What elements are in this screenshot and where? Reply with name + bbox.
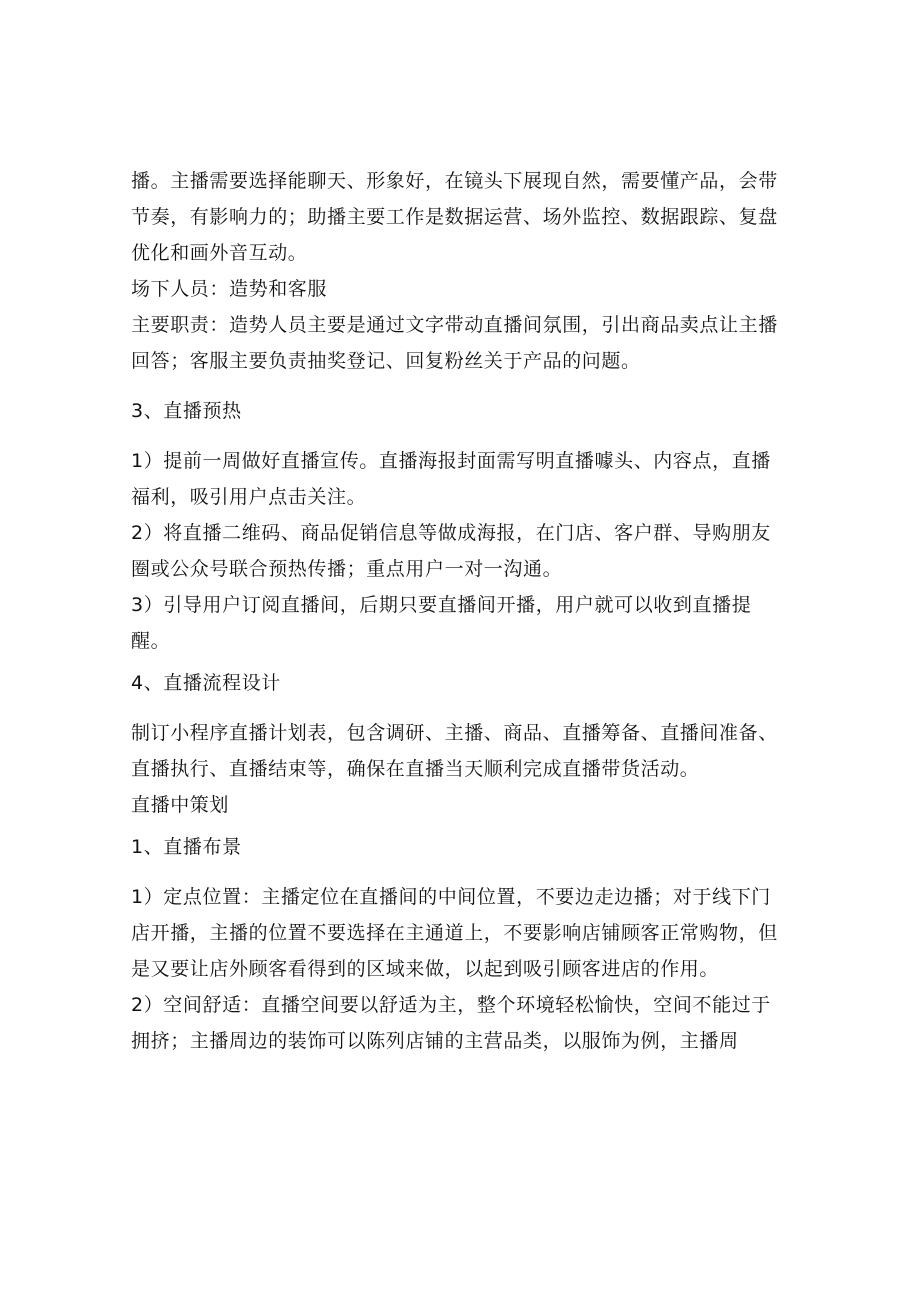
heading-process-design: 4、直播流程设计 xyxy=(131,672,281,694)
paragraph-host-roles: 播。主播需要选择能聊天、形象好，在镜头下展现自然，需要懂产品，会带节奏，有影响力的；助播主要工作是数据运营、场外监控、数据跟踪、复盘优化和画外音互动。 xyxy=(131,170,778,264)
heading-preheat: 3、直播预热 xyxy=(131,400,242,422)
paragraph-main-duties: 主要职责：造势人员主要是通过文字带动直播间氛围，引出商品卖点让主播回答；客服主要负责抽奖登记、回复粉丝关于产品的问题。 xyxy=(131,314,778,372)
paragraph-plan: 制订小程序直播计划表，包含调研、主播、商品、直播筹备、直播间准备、直播执行、直播结束等，确保在直播当天顺利完成直播带货活动。 xyxy=(131,722,778,780)
paragraph-offstage-staff: 场下人员：造势和客服 xyxy=(131,278,328,300)
paragraph-comfortable-space: 2）空间舒适：直播空间要以舒适为主，整个环境轻松愉快，空间不能过于拥挤；主播周边的装饰可以陈列店铺的主营品类，以服饰为例，主播周 xyxy=(131,994,771,1052)
paragraph-fixed-position: 1）定点位置：主播定位在直播间的中间位置，不要边走边播；对于线下门店开播，主播的位置不要选择在主通道上，不要影响店铺顾客正常购物，但是又要让店外顾客看得到的区域来做，以起到吸引顾客进店的作用。 xyxy=(131,886,778,980)
document-page xyxy=(131,163,781,1059)
paragraph-preheat-1: 1）提前一周做好直播宣传。直播海报封面需写明直播噱头、内容点，直播福利，吸引用户点击关注。 xyxy=(131,450,771,508)
paragraph-preheat-3: 3）引导用户订阅直播间，后期只要直播间开播，用户就可以收到直播提醒。 xyxy=(131,594,752,652)
paragraph-during-live: 直播中策划 xyxy=(131,794,230,816)
heading-set-design: 1、直播布景 xyxy=(131,836,242,858)
paragraph-preheat-2: 2）将直播二维码、商品促销信息等做成海报，在门店、客户群、导购朋友圈或公众号联合预热传播；重点用户一对一沟通。 xyxy=(131,522,771,580)
